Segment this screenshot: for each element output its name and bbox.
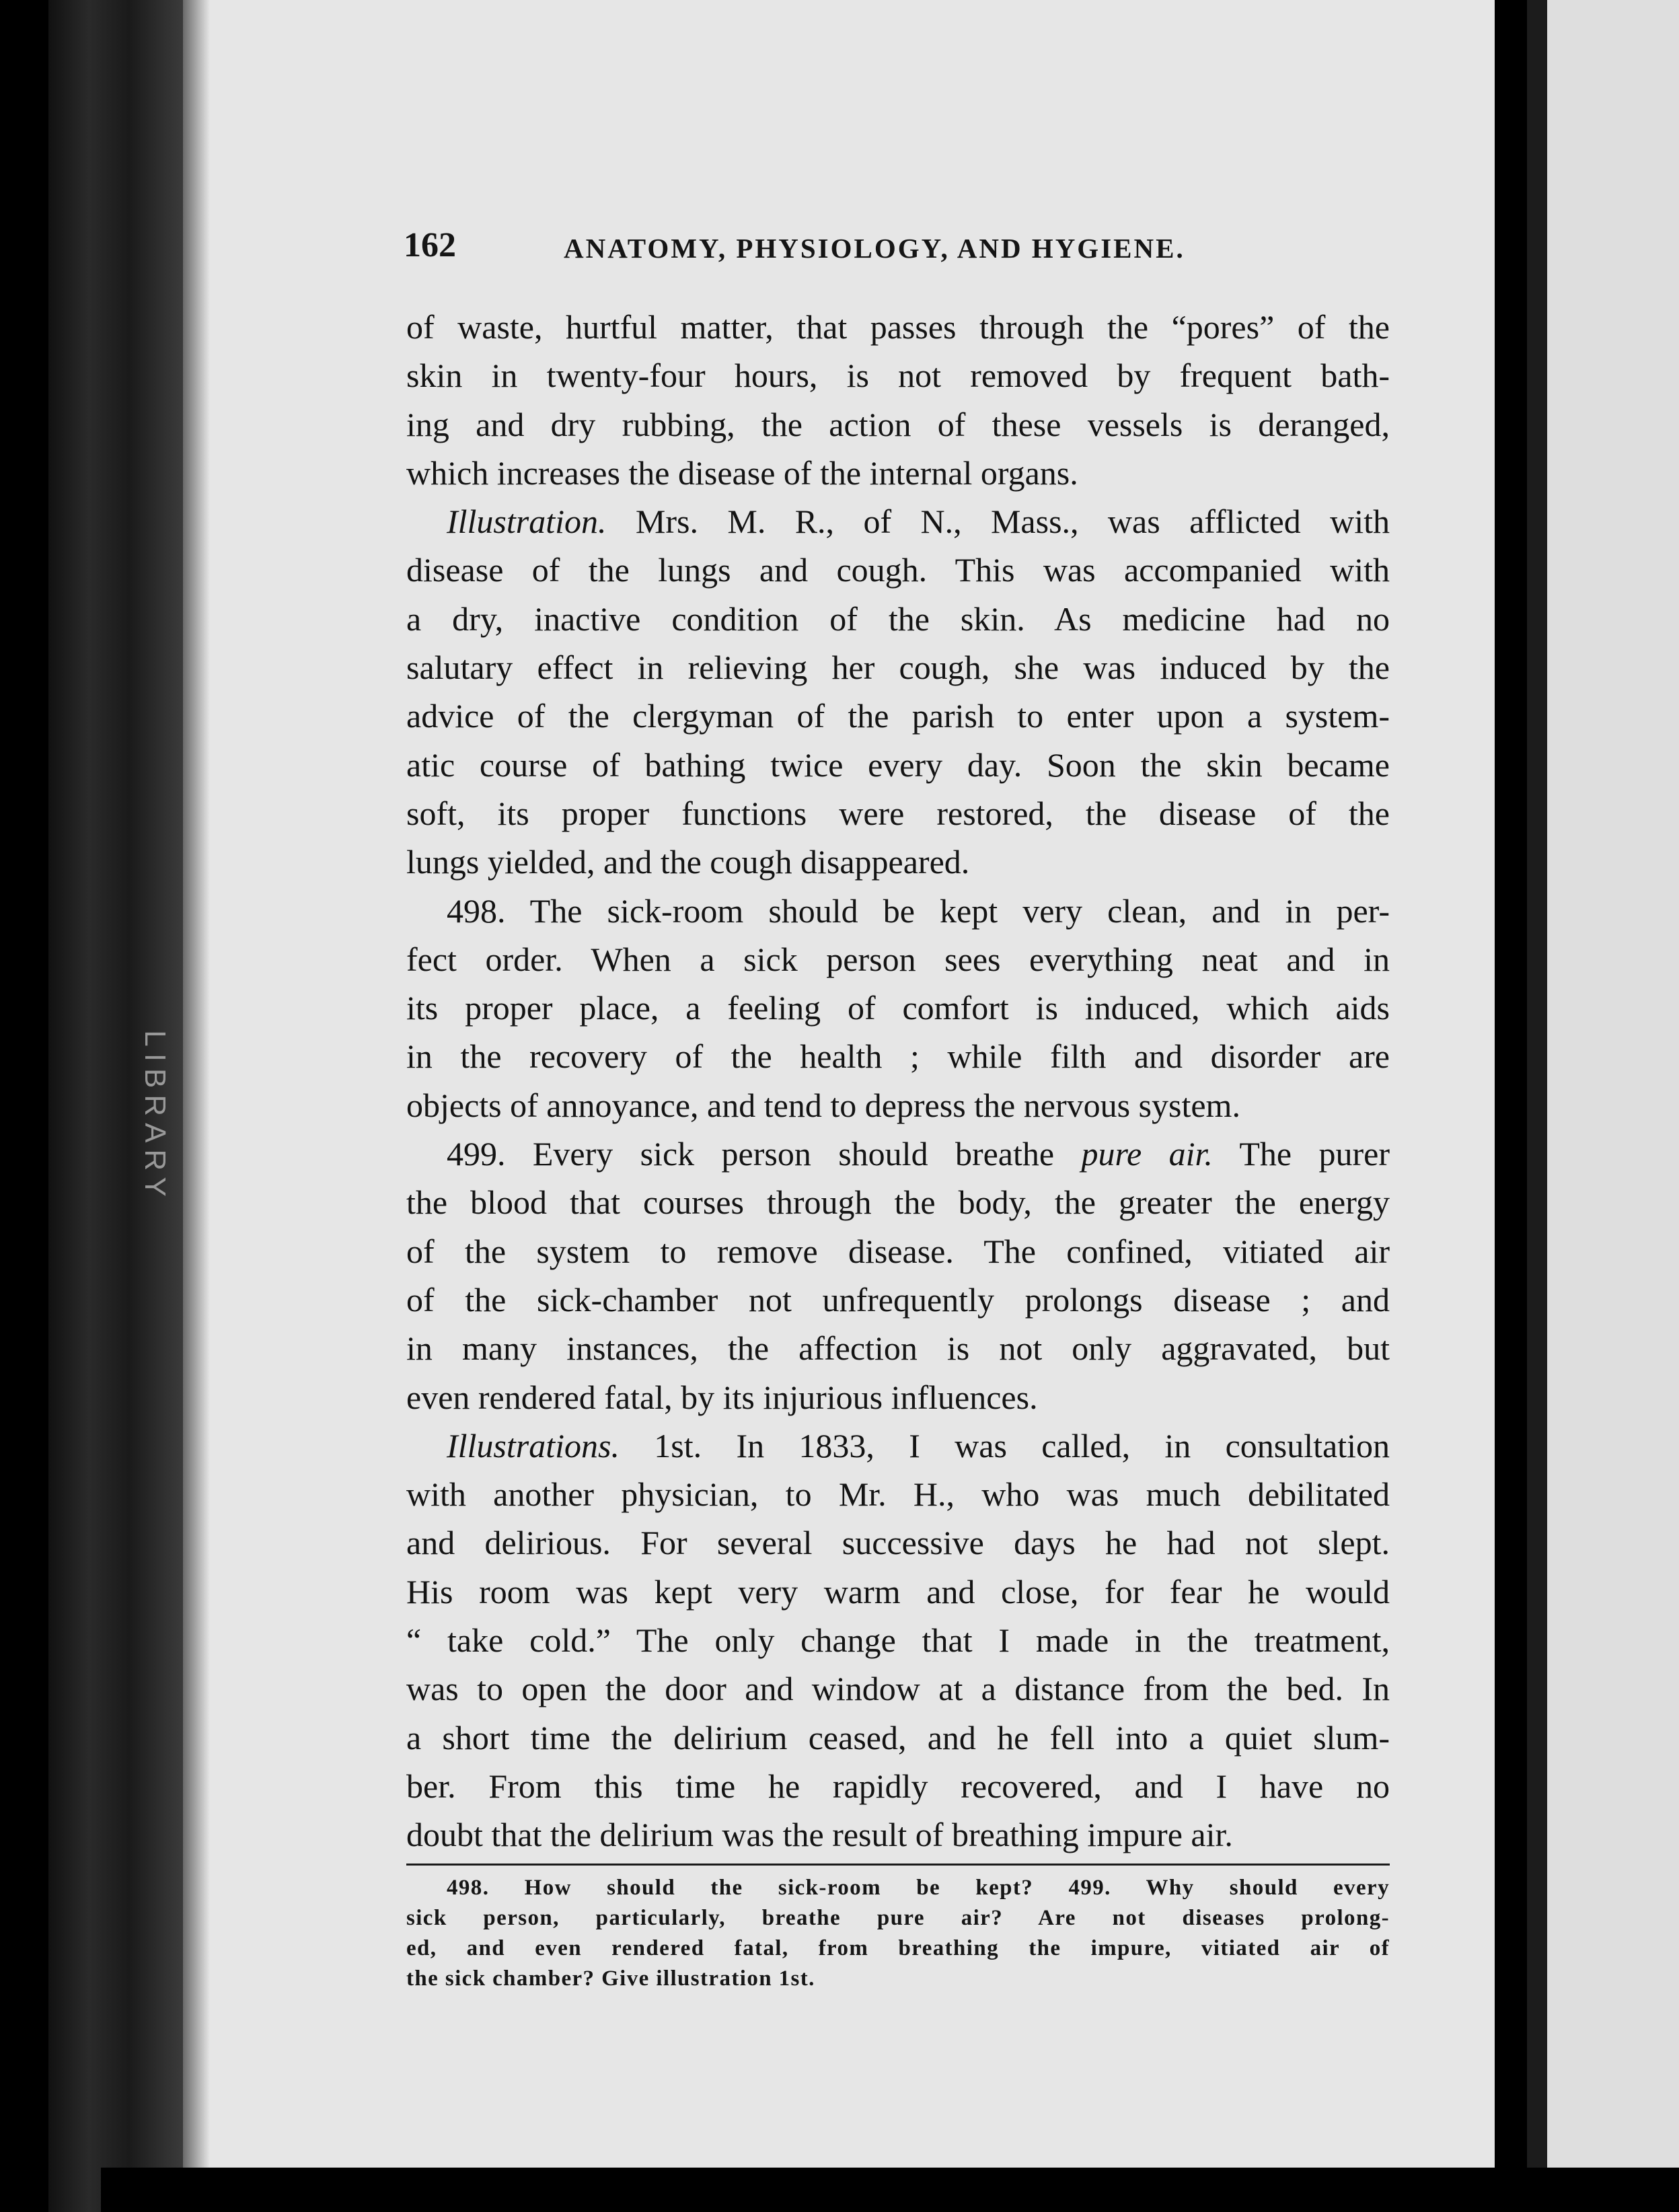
text-line: which increases the disease of the internal organs. — [406, 453, 1078, 492]
paragraph-498 — [406, 887, 1390, 1130]
footnote-line: ed, and even rendered fatal, from breathing the impure, vitiated air of — [406, 1936, 1390, 1960]
text-line: 499. Every sick person should breathe pure air. The purer — [447, 1135, 1390, 1173]
text-line: Illustration. Mrs. M. R., of N., Mass., was afflicted with — [447, 503, 1390, 541]
body-text — [406, 303, 1390, 1859]
running-title: ANATOMY, PHYSIOLOGY, AND HYGIENE. — [564, 233, 1185, 264]
text-line: objects of annoyance, and tend to depress the nervous system. — [406, 1086, 1240, 1124]
footnote-line: sick person, particularly, breathe pure air? Are not diseases prolong- — [406, 1906, 1390, 1930]
text-line: ing and dry rubbing, the action of these vessels is deranged, — [406, 405, 1390, 443]
text-line: soft, its proper functions were restored, the disease of the — [406, 794, 1390, 832]
text-line: was to open the door and window at a distance from the bed. In — [406, 1670, 1390, 1708]
facing-page-edge — [1527, 0, 1547, 2212]
paragraph-illustrations — [406, 1422, 1390, 1859]
text-line: its proper place, a feeling of comfort is induced, which aids — [406, 989, 1390, 1027]
text-line: with another physician, to Mr. H., who was much debilitated — [406, 1475, 1390, 1514]
text-line: ber. From this time he rapidly recovered, and I have no — [406, 1767, 1390, 1805]
text-line: doubt that the delirium was the result of breathing impure air. — [406, 1816, 1233, 1854]
paragraph-499 — [406, 1130, 1390, 1422]
text-line: 498. The sick-room should be kept very clean, and in per- — [447, 891, 1390, 930]
gutter-shadow — [183, 0, 210, 2168]
scan-border — [101, 2168, 1679, 2212]
text-line: His room was kept very warm and close, for fear he would — [406, 1572, 1390, 1611]
text-line: atic course of bathing twice every day. Soon the skin became — [406, 745, 1390, 784]
text-line: of the system to remove disease. The confined, vitiated air — [406, 1232, 1390, 1270]
text-line: fect order. When a sick person sees everything neat and in — [406, 940, 1390, 978]
text-line: Illustrations. 1st. In 1833, I was called, in consultation — [447, 1426, 1390, 1465]
text-line: disease of the lungs and cough. This was accompanied with — [406, 551, 1390, 589]
text-line: even rendered fatal, by its injurious influences. — [406, 1378, 1038, 1416]
paragraph-illustration — [406, 497, 1390, 886]
paragraph-continuation — [406, 303, 1390, 497]
text-line: advice of the clergyman of the parish to enter upon a system- — [406, 697, 1390, 735]
text-line: lungs yielded, and the cough disappeared. — [406, 843, 970, 881]
page-number: 162 — [404, 226, 456, 264]
text-line: in many instances, the affection is not only aggravated, but — [406, 1329, 1390, 1368]
text-line: a short time the delirium ceased, and he fell into a quiet slum- — [406, 1718, 1390, 1757]
spine-label: LIBRARY — [139, 1030, 172, 1204]
footnote-rule — [406, 1864, 1390, 1866]
text-line: of the sick-chamber not unfrequently prolongs disease ; and — [406, 1280, 1390, 1319]
page-header — [404, 225, 1392, 272]
footnote-line: 498. How should the sick-room be kept? 499. Why should every — [447, 1876, 1390, 1900]
footnote-questions — [406, 1873, 1390, 1994]
text-line: “ take cold.” The only change that I made in the treatment, — [406, 1621, 1390, 1660]
text-line: the blood that courses through the body, the greater the energy — [406, 1183, 1390, 1222]
text-line: salutary effect in relieving her cough, she was induced by the — [406, 649, 1390, 687]
text-line: in the recovery of the health ; while filth and disorder are — [406, 1037, 1390, 1076]
footnote-line: the sick chamber? Give illustration 1st. — [406, 1966, 815, 1991]
text-line: of waste, hurtful matter, that passes through the “pores” of the — [406, 308, 1390, 346]
facing-page — [1547, 0, 1679, 2168]
text-line: a dry, inactive condition of the skin. As medicine had no — [406, 599, 1390, 638]
text-line: skin in twenty-four hours, is not removed by frequent bath- — [406, 357, 1390, 395]
text-line: and delirious. For several successive days he had not slept. — [406, 1524, 1390, 1562]
